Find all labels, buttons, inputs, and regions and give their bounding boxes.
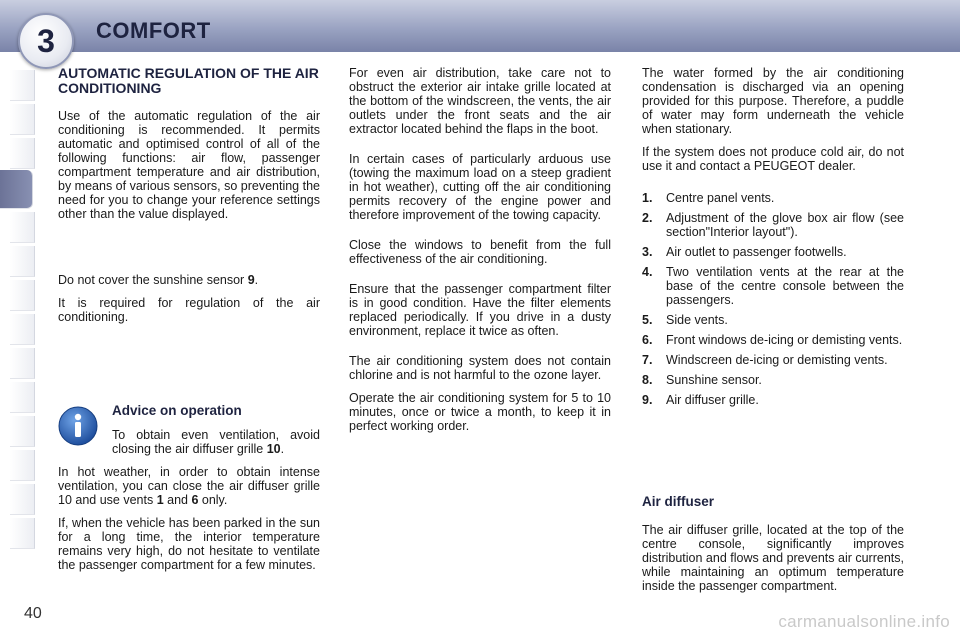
chapter-title: COMFORT (96, 18, 211, 43)
paragraph: For even air distribution, take care not to obstruct the exterior air intake grille located at the bottom of the windscreen, the vents, the air outlets under the front seats and the air extractor located behind the flaps in the boot. (349, 66, 611, 136)
list-item: 4. Two ventilation vents at the rear at the base of the centre console between the passengers. (642, 265, 904, 307)
paragraph: Operate the air conditioning system for 5 to 10 minutes, once or twice a month, to keep it in perfect working order. (349, 391, 611, 433)
side-tab-active[interactable] (0, 170, 33, 209)
advice-text (112, 404, 320, 456)
advice-title: Advice on operation (112, 403, 242, 418)
air-diffuser-paragraph: The air diffuser grille, located at the top of the centre console, significantly improves distribution and flows and prevents air currents, while maintaining an optimum temperature inside the passenger compartment. (642, 523, 904, 593)
watermark: carmanualsonline.info (778, 612, 950, 631)
advice-paragraph: In hot weather, in order to obtain intense ventilation, you can close the air diffuser grille 10 and use vents 1 and 6 only. (58, 465, 320, 507)
side-tab[interactable] (10, 212, 35, 243)
side-tab[interactable] (10, 518, 35, 549)
info-icon (58, 406, 98, 446)
list-item: 6. Front windows de-icing or demisting vents. (642, 333, 903, 347)
side-tab[interactable] (10, 104, 35, 135)
list-item: 8. Sunshine sensor. (642, 373, 762, 387)
sunshine-sensor-note: Do not cover the sunshine sensor 9. (58, 273, 259, 287)
side-tab[interactable] (10, 138, 35, 169)
paragraph: Ensure that the passenger compartment filter is in good condition. Have the filter elements replaced periodically. If you drive in a dusty environment, replace it twice as often. (349, 282, 611, 338)
header-bar (0, 0, 960, 59)
side-tab[interactable] (10, 70, 35, 101)
paragraph: The air conditioning system does not contain chlorine and is not harmful to the ozone layer. (349, 354, 611, 382)
side-tab[interactable] (10, 416, 35, 447)
column-left (58, 66, 320, 581)
paragraph: In certain cases of particularly arduous use (towing the maximum load on a steep gradient in hot weather), cutting off the air conditioning permits recovery of the engine power and therefore improvement of the towing capacity. (349, 152, 611, 222)
side-tab[interactable] (10, 450, 35, 481)
advice-box (58, 404, 320, 572)
regulation-note: It is required for regulation of the air conditioning. (58, 296, 320, 324)
paragraph: If the system does not produce cold air, do not use it and contact a PEUGEOT dealer. (642, 145, 904, 173)
list-item: 3. Air outlet to passenger footwells. (642, 245, 847, 259)
list-item: 5. Side vents. (642, 313, 728, 327)
paragraph: Close the windows to benefit from the full effectiveness of the air conditioning. (349, 238, 611, 266)
chapter-badge: 3 (18, 13, 74, 69)
side-tab[interactable] (10, 246, 35, 277)
column-right (642, 66, 904, 602)
air-diffuser-title: Air diffuser (642, 494, 715, 509)
page-number: 40 (24, 605, 42, 622)
paragraph: The water formed by the air conditioning condensation is discharged via an opening provided for this purpose. Therefore, a puddle of water may form underneath the vehicle when stationary. (642, 66, 904, 136)
side-tab[interactable] (10, 280, 35, 311)
list-item: 9. Air diffuser grille. (642, 393, 759, 407)
list-item: 1. Centre panel vents. (642, 191, 775, 205)
side-tab[interactable] (10, 348, 35, 379)
chapter-side-tabs (0, 70, 34, 570)
side-tab[interactable] (10, 484, 35, 515)
list-item: 2. Adjustment of the glove box air flow (see section"Interior layout"). (642, 211, 904, 239)
side-tab[interactable] (10, 382, 35, 413)
vent-list (642, 191, 904, 407)
advice-paragraph: To obtain even ventilation, avoid closing the air diffuser grille 10. (112, 428, 320, 456)
list-item: 7. Windscreen de-icing or demisting vents. (642, 353, 888, 367)
intro-paragraph: Use of the automatic regulation of the air conditioning is recommended. It permits automatic and optimised control of all of the following functions: air flow, passenger compartment temperature and air distribution, by means of various sensors, so preventing the need for you to change your reference settings other than the value displayed. (58, 109, 320, 221)
advice-paragraph: If, when the vehicle has been parked in the sun for a long time, the interior temperature remains very high, do not hesitate to ventilate the passenger compartment for a few minutes. (58, 516, 320, 572)
column-middle (349, 66, 611, 442)
side-tab[interactable] (10, 314, 35, 345)
section-heading: AUTOMATIC REGULATION OF THE AIR CONDITIONING (58, 65, 319, 96)
